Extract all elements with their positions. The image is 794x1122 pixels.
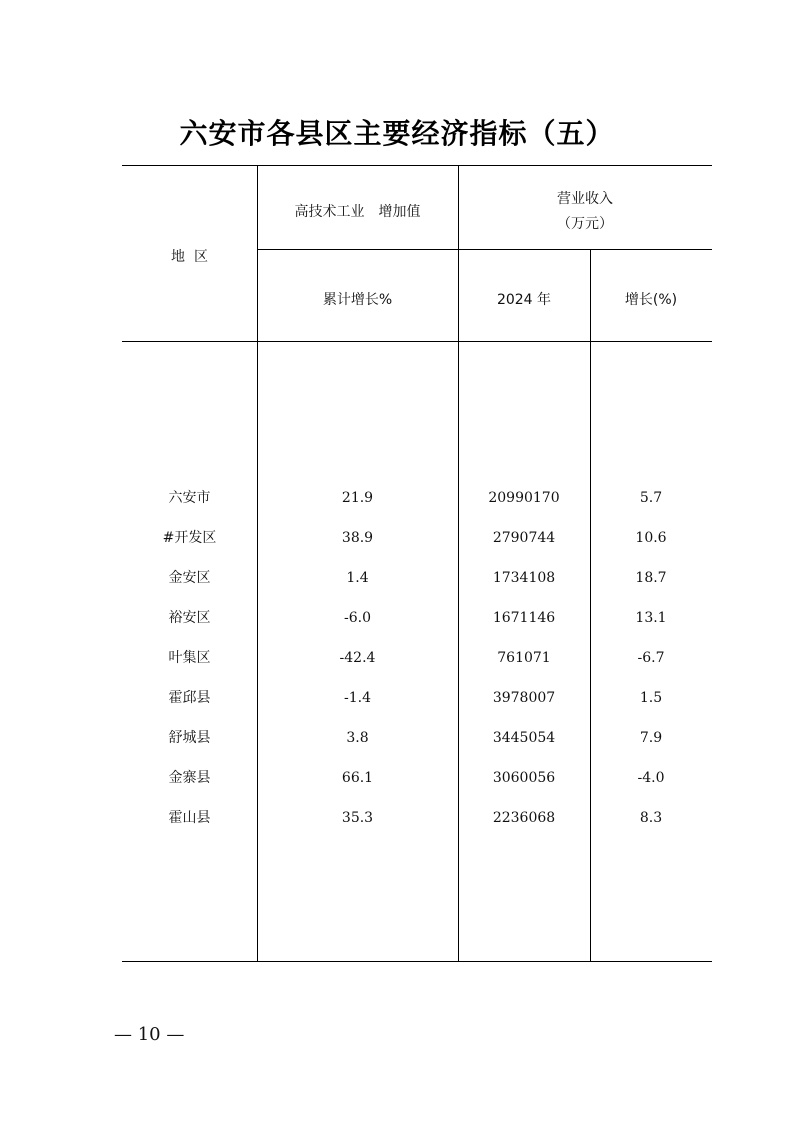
cell-hightech-growth: -1.4 (344, 690, 371, 706)
col-divider-3 (590, 249, 591, 962)
cell-region: #开发区 (162, 530, 217, 546)
cell-revenue-2024: 20990170 (488, 490, 560, 506)
cell-region: 霍邱县 (168, 690, 211, 706)
cell-region: 金寨县 (168, 770, 211, 786)
header-revenue-group: 营业收入 (557, 191, 613, 207)
cell-hightech-growth: 66.1 (341, 770, 374, 786)
col-divider-2 (458, 165, 459, 962)
page-number: — 10 — (114, 1024, 185, 1045)
cell-revenue-growth: -4.0 (637, 770, 665, 786)
header-region: 地 区 (171, 249, 208, 265)
header-mid-rule (257, 249, 712, 250)
cell-hightech-growth: 38.9 (341, 530, 374, 546)
cell-region: 舒城县 (168, 730, 211, 746)
cell-revenue-2024: 2236068 (492, 810, 556, 826)
cell-hightech-growth: 1.4 (346, 570, 369, 586)
cell-hightech-growth: 21.9 (341, 490, 374, 506)
cell-revenue-2024: 3445054 (492, 730, 556, 746)
cell-hightech-growth: -6.0 (344, 610, 371, 626)
header-hightech-group: 高技术工业 增加值 (294, 204, 421, 220)
cell-region: 叶集区 (168, 650, 211, 666)
header-revenue-2024: 2024 年 (496, 292, 552, 308)
header-revenue-growth: 增长(%) (624, 292, 678, 308)
cell-region: 霍山县 (168, 810, 211, 826)
cell-revenue-2024: 1671146 (492, 610, 556, 626)
cell-revenue-growth: 10.6 (635, 530, 667, 546)
cell-revenue-growth: 8.3 (639, 810, 663, 826)
page-title: 六安市各县区主要经济指标（五） (179, 117, 615, 150)
cell-region: 六安市 (168, 490, 211, 506)
cell-revenue-2024: 3060056 (492, 770, 556, 786)
cell-revenue-growth: 7.9 (639, 730, 663, 746)
col-divider-1 (257, 165, 258, 962)
cell-revenue-growth: 1.5 (639, 690, 663, 706)
cell-revenue-growth: -6.7 (637, 650, 665, 666)
cell-revenue-growth: 5.7 (639, 490, 663, 506)
cell-hightech-growth: 35.3 (341, 810, 374, 826)
cell-revenue-2024: 3978007 (492, 690, 556, 706)
cell-hightech-growth: 3.8 (346, 730, 369, 746)
cell-hightech-growth: -42.4 (339, 650, 376, 666)
header-revenue-unit: （万元） (557, 216, 613, 232)
table-top-rule (122, 165, 712, 166)
cell-revenue-growth: 18.7 (635, 570, 667, 586)
header-hightech-growth: 累计增长% (322, 292, 393, 308)
cell-revenue-growth: 13.1 (635, 610, 667, 626)
table-bottom-rule (122, 961, 712, 962)
cell-region: 裕安区 (168, 610, 211, 626)
cell-revenue-2024: 2790744 (492, 530, 556, 546)
header-bottom-rule (122, 341, 712, 342)
cell-revenue-2024: 1734108 (492, 570, 556, 586)
cell-revenue-2024: 761071 (497, 650, 551, 666)
cell-region: 金安区 (168, 570, 211, 586)
